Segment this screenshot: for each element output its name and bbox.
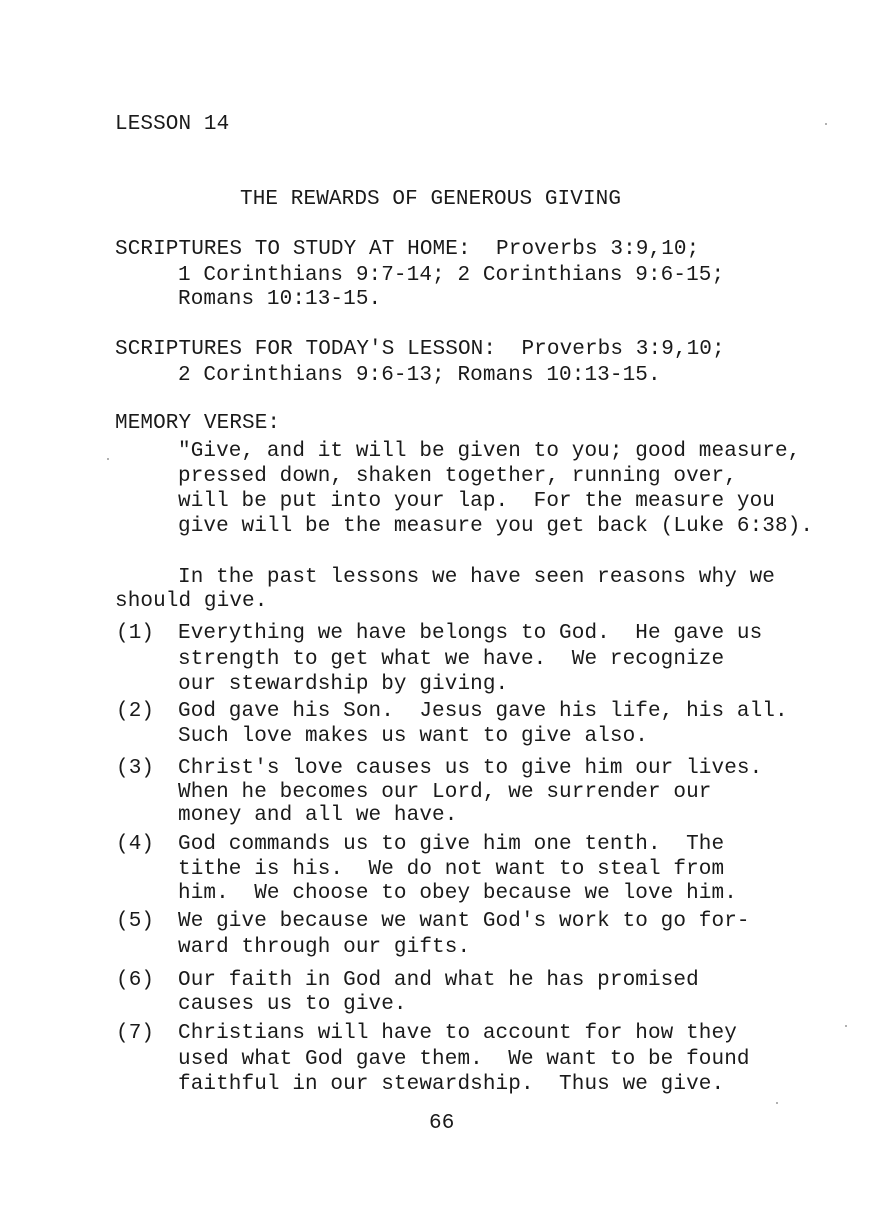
reason-number: (2) <box>116 700 155 723</box>
reason-number: (5) <box>116 910 155 933</box>
memory-verse-line: "Give, and it will be given to you; good measure, <box>178 440 801 463</box>
reason-line: God commands us to give him one tenth. The <box>178 833 725 856</box>
reason-line: God gave his Son. Jesus gave his life, his all. <box>178 700 788 723</box>
memory-verse-line: give will be the measure you get back (Luke 6:38). <box>178 515 814 538</box>
reason-number: (4) <box>116 833 155 856</box>
reason-line: Christ's love causes us to give him our lives. <box>178 757 763 780</box>
memory-verse-heading: MEMORY VERSE: <box>115 412 281 435</box>
reason-line: him. We choose to obey because we love him. <box>178 882 737 905</box>
reason-line: Everything we have belongs to God. He gave us <box>178 622 763 645</box>
scan-speck <box>776 1102 778 1104</box>
scriptures-home-line: Romans 10:13-15. <box>178 288 382 311</box>
scriptures-home-line: 1 Corinthians 9:7-14; 2 Corinthians 9:6-15; <box>178 264 725 287</box>
scan-speck <box>845 1025 847 1027</box>
memory-verse-line: will be put into your lap. For the measure you <box>178 490 775 513</box>
scan-speck <box>107 458 109 460</box>
scriptures-today-line: 2 Corinthians 9:6-13; Romans 10:13-15. <box>178 364 661 387</box>
reason-line: ward through our gifts. <box>178 936 471 959</box>
reason-line: Such love makes us want to give also. <box>178 725 648 748</box>
reason-line: Christians will have to account for how they <box>178 1022 737 1045</box>
reason-line: money and all we have. <box>178 804 458 827</box>
reason-line: our stewardship by giving. <box>178 673 509 696</box>
scan-speck <box>825 123 827 125</box>
reason-line: We give because we want God's work to go for- <box>178 910 750 933</box>
lesson-label: LESSON 14 <box>115 113 230 136</box>
reason-number: (7) <box>116 1022 155 1045</box>
intro-line: In the past lessons we have seen reasons why we <box>178 566 775 589</box>
lesson-title: THE REWARDS OF GENEROUS GIVING <box>240 188 622 211</box>
reason-line: faithful in our stewardship. Thus we give. <box>178 1073 725 1096</box>
page-number: 66 <box>429 1112 455 1135</box>
scriptures-home-heading: SCRIPTURES TO STUDY AT HOME: Proverbs 3:9,10; <box>115 238 700 261</box>
reason-line: used what God gave them. We want to be found <box>178 1048 750 1071</box>
reason-number: (3) <box>116 757 155 780</box>
memory-verse-line: pressed down, shaken together, running over, <box>178 465 737 488</box>
reason-line: When he becomes our Lord, we surrender our <box>178 781 712 804</box>
intro-line: should give. <box>115 590 268 613</box>
reason-line: tithe is his. We do not want to steal from <box>178 858 725 881</box>
reason-line: strength to get what we have. We recognize <box>178 648 725 671</box>
reason-line: causes us to give. <box>178 993 407 1016</box>
reason-line: Our faith in God and what he has promised <box>178 969 699 992</box>
reason-number: (1) <box>116 622 155 645</box>
scriptures-today-heading: SCRIPTURES FOR TODAY'S LESSON: Proverbs 3:9,10; <box>115 338 725 361</box>
reason-number: (6) <box>116 969 155 992</box>
